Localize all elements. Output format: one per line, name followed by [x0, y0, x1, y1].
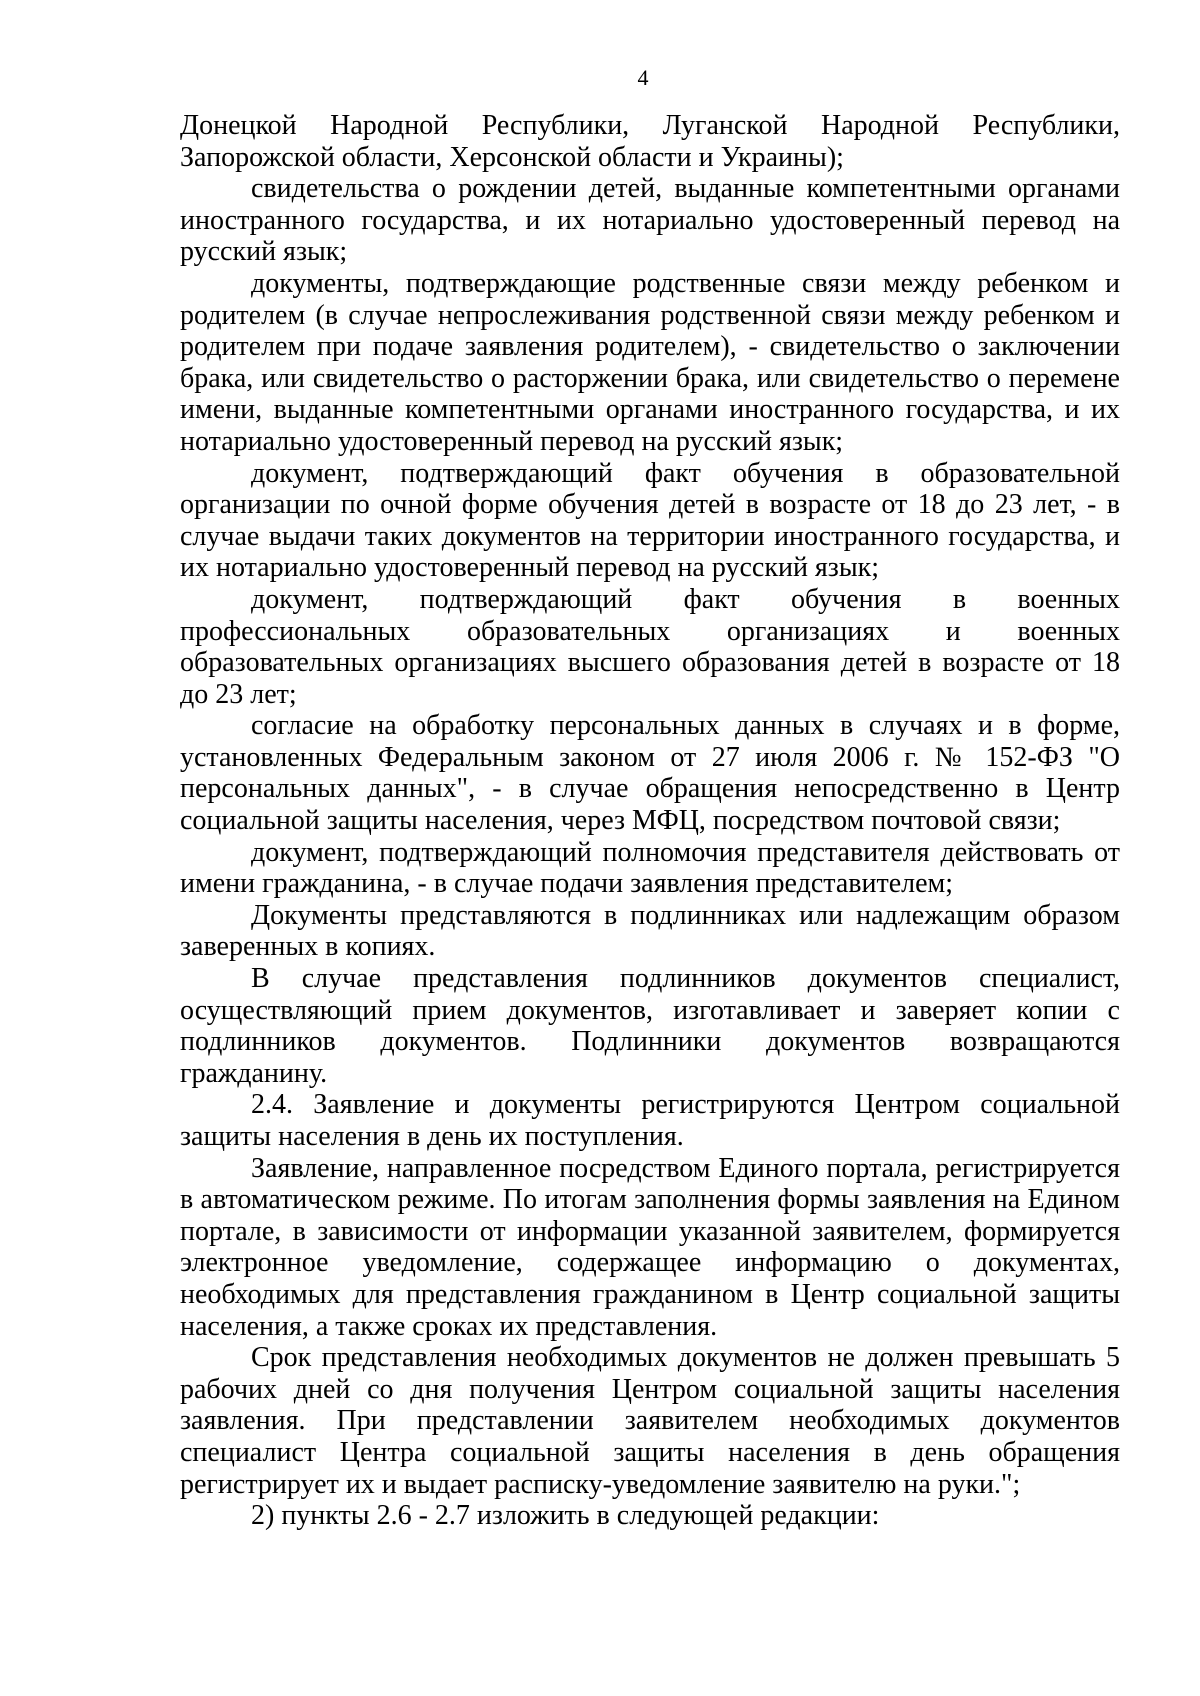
paragraph-documents-originals: Документы представляются в подлинниках или надлежащим образом заверенных в копиях. — [180, 899, 1120, 963]
paragraph-birth-certificates: свидетельства о рождении детей, выданные компетентными органами иностранного государства, и их нотариально удостоверенный перевод на русский язык; — [180, 173, 1120, 268]
paragraph-portal-registration: Заявление, направленное посредством Единого портала, регистрируется в автоматическом режиме. По итогам заполнения формы заявления на Едином портале, в зависимости от информации указанной заявителем, формируется электронное уведомление, содержащее информацию о документах, необходимых для представления гражданином в Центр социальной защиты населения, а также сроках их представления. — [180, 1152, 1120, 1342]
paragraph-representative-authority: документ, подтверждающий полномочия представителя действовать от имени гражданина, - в случае подачи заявления представителем; — [180, 836, 1120, 900]
document-body — [180, 110, 1120, 1532]
paragraph-amendment-2: 2) пункты 2.6 - 2.7 изложить в следующей редакции: — [251, 1500, 880, 1532]
paragraph-submission-deadline: Срок представления необходимых документов не должен превышать 5 рабочих дней со дня получения Центром социальной защиты населения заявления. При представлении заявителем необходимых документов специалист Центра социальной защиты населения в день обращения регистрирует их и выдает расписку-уведомление заявителю на руки."; — [180, 1342, 1120, 1500]
paragraph-registration-2-4: 2.4. Заявление и документы регистрируются Центром социальной защиты населения в день их поступления. — [180, 1089, 1120, 1152]
paragraph-copies-certification: В случае представления подлинников документов специалист, осуществляющий прием документов, изготавливает и заверяет копии с подлинников документов. Подлинники документов возвращаются гражданину. — [180, 963, 1120, 1089]
page-number: 4 — [637, 65, 649, 90]
paragraph-education-document: документ, подтверждающий факт обучения в образовательной организации по очной форме обучения детей в возрасте от 18 до 23 лет, - в случае выдачи таких документов на территории иностранного государства, и их нотариально удостоверенный перевод на русский язык; — [180, 457, 1120, 584]
paragraph-personal-data-consent: согласие на обработку персональных данных в случаях и в форме, установленных Федеральным законом от 27 июля 2006 г. № 152-ФЗ "О персональных данных", - в случае обращения непосредственно в Центр социальной защиты населения, через МФЦ, посредством почтовой связи; — [180, 710, 1120, 837]
paragraph-military-education-document: документ, подтверждающий факт обучения в военных профессиональных образовательных организациях и военных образовательных организациях высшего образования детей в возрасте от 18 до 23 лет; — [180, 583, 1120, 710]
paragraph-kinship-documents: документы, подтверждающие родственные связи между ребенком и родителем (в случае непрослеживания родственной связи между ребенком и родителем при подаче заявления родителем), - свидетельство о заключении брака, или свидетельство о расторжении брака, или свидетельство о перемене имени, выданные компетентными органами иностранного государства, и их нотариально удостоверенный перевод на русский язык; — [180, 267, 1120, 457]
paragraph-continuation: Донецкой Народной Республики, Луганской Народной Республики, Запорожской области, Херсонской области и Украины); — [180, 110, 1120, 173]
